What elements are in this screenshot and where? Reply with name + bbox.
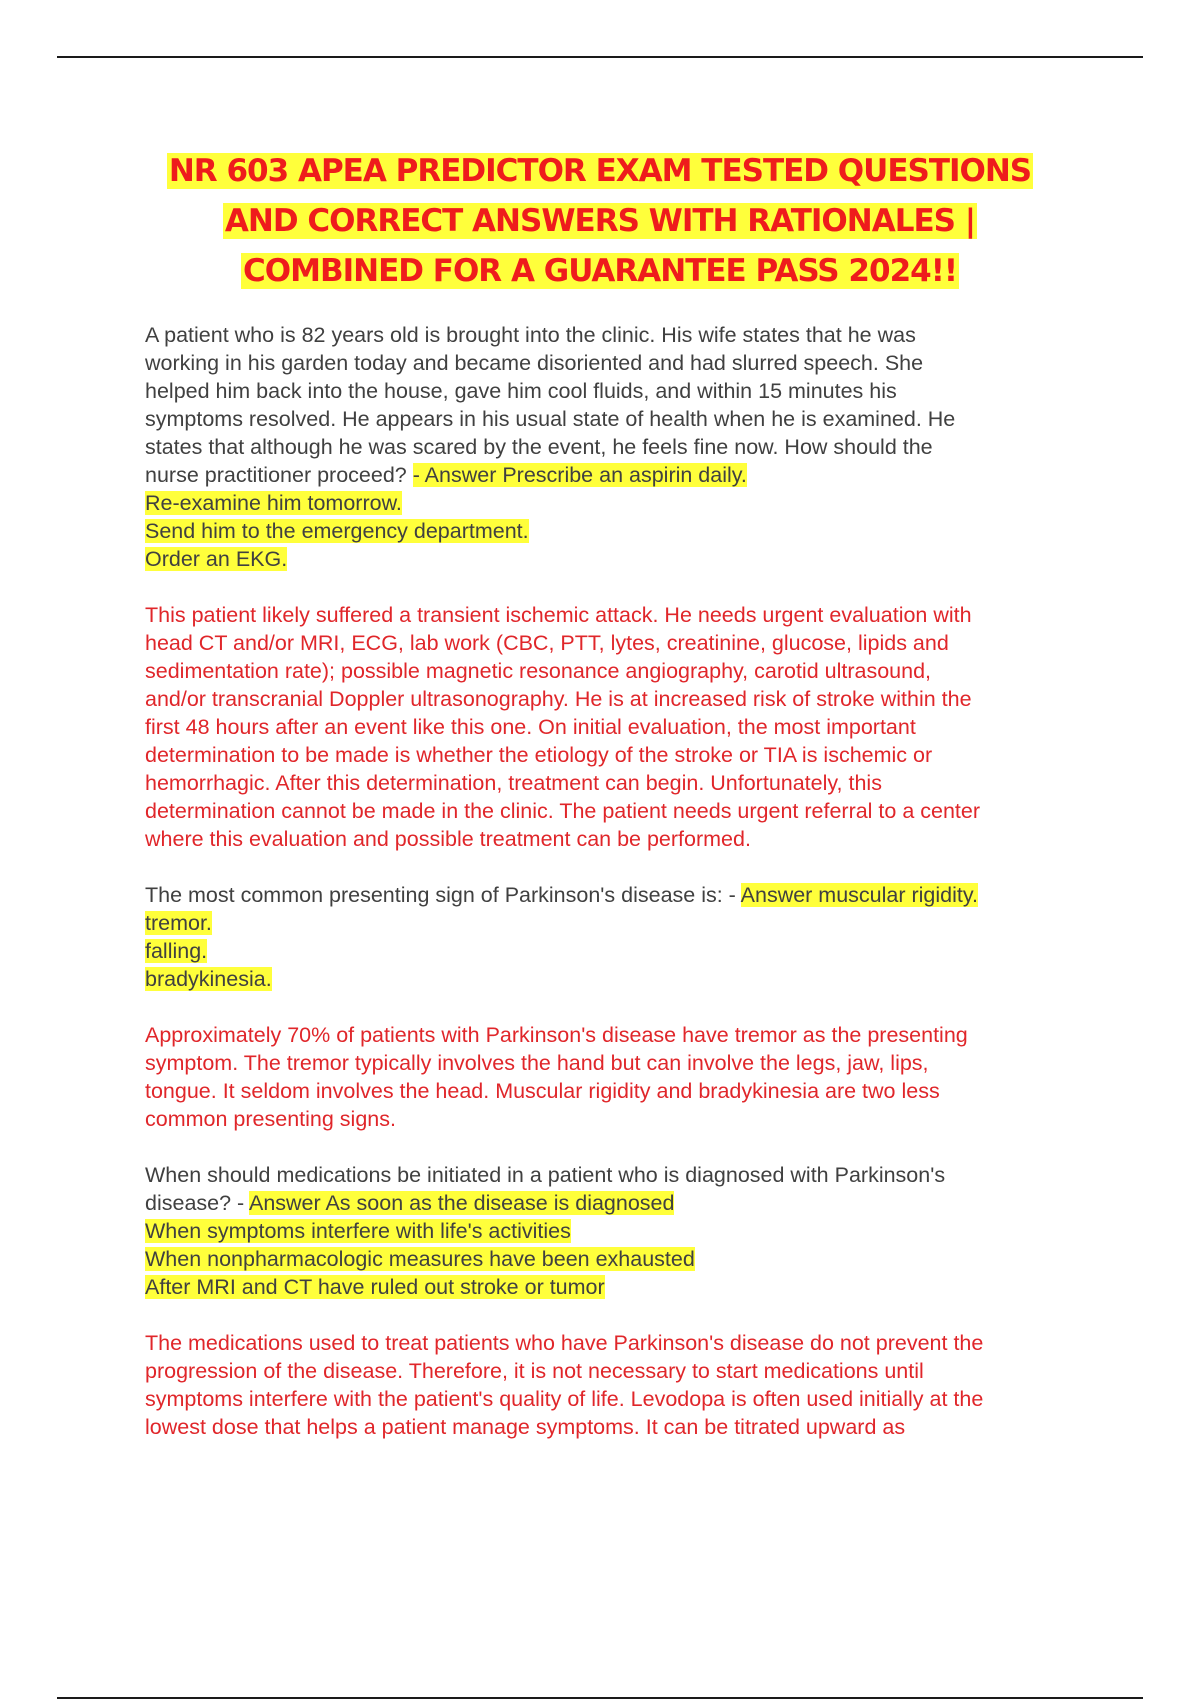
question-text: The most common presenting sign of Parkinson's disease is: -: [145, 883, 741, 907]
answer-option: When nonpharmacologic measures have been exhausted: [145, 1247, 695, 1271]
question-text: When should medications be initiated in a patient who is diagnosed with Parkinson's: [145, 1163, 946, 1187]
rationale-text: determination cannot be made in the clinic. The patient needs urgent referral to a center: [145, 799, 981, 823]
question-last-line: [145, 881, 1105, 909]
title-line-3: COMBINED FOR A GUARANTEE PASS 2024!!: [243, 253, 957, 289]
answer-option: Order an EKG.: [145, 547, 288, 571]
rationale-text: where this evaluation and possible treatment can be performed.: [145, 827, 751, 851]
rationale-text: Approximately 70% of patients with Parkinson's disease have tremor as the presenting: [145, 1023, 968, 1047]
rationale-text: head CT and/or MRI, ECG, lab work (CBC, PTT, lytes, creatinine, glucose, lipids and: [145, 631, 949, 655]
question-block: [145, 1161, 1105, 1301]
answer-option: tremor.: [145, 911, 212, 935]
document-body: [145, 321, 1105, 1469]
rationale-text: common presenting signs.: [145, 1107, 396, 1131]
rationale-text: sedimentation rate); possible magnetic resonance angiography, carotid ultrasound,: [145, 659, 932, 683]
question-last-line: [145, 1189, 1105, 1217]
question-block: [145, 321, 1105, 573]
rationale-text: first 48 hours after an event like this one. On initial evaluation, the most important: [145, 715, 916, 739]
answer-option: After MRI and CT have ruled out stroke or tumor: [145, 1275, 605, 1299]
question-text: symptoms resolved. He appears in his usual state of health when he is examined. He: [145, 407, 956, 431]
rationale-text: symptom. The tremor typically involves the hand but can involve the legs, jaw, lips,: [145, 1051, 929, 1075]
answer-text: Answer muscular rigidity.: [740, 883, 979, 907]
rationale-text: and/or transcranial Doppler ultrasonography. He is at increased risk of stroke within the: [145, 687, 972, 711]
bottom-rule: [57, 1697, 1143, 1699]
answer-option: bradykinesia.: [145, 967, 272, 991]
rationale-text: This patient likely suffered a transient ischemic attack. He needs urgent evaluation with: [145, 603, 972, 627]
document-title: [100, 146, 1100, 296]
question-block: [145, 881, 1105, 993]
rationale-text: lowest dose that helps a patient manage symptoms. It can be titrated upward as: [145, 1415, 906, 1439]
rationale-text: determination to be made is whether the etiology of the stroke or TIA is ischemic or: [145, 743, 933, 767]
rationale-block: [145, 1021, 1105, 1133]
answer-option: Re-examine him tomorrow.: [145, 491, 402, 515]
title-line-2: AND CORRECT ANSWERS WITH RATIONALES |: [224, 203, 976, 239]
question-text: nurse practitioner proceed?: [145, 463, 413, 487]
answer-option: Send him to the emergency department.: [145, 519, 529, 543]
answer-text: - Answer Prescribe an aspirin daily.: [412, 463, 747, 487]
question-text: helped him back into the house, gave him cool fluids, and within 15 minutes his: [145, 379, 897, 403]
question-last-line: [145, 461, 1105, 489]
question-text: states that although he was scared by the event, he feels fine now. How should the: [145, 435, 933, 459]
answer-text: Answer As soon as the disease is diagnosed: [248, 1191, 675, 1215]
rationale-block: [145, 1329, 1105, 1441]
rationale-block: [145, 601, 1105, 853]
rationale-text: symptoms interfere with the patient's quality of life. Levodopa is often used initially at the: [145, 1387, 984, 1411]
question-text: A patient who is 82 years old is brought into the clinic. His wife states that he was: [145, 323, 916, 347]
top-rule: [57, 56, 1143, 58]
rationale-text: tongue. It seldom involves the head. Muscular rigidity and bradykinesia are two less: [145, 1079, 940, 1103]
rationale-text: hemorrhagic. After this determination, treatment can begin. Unfortunately, this: [145, 771, 882, 795]
answer-option: falling.: [145, 939, 208, 963]
question-text: working in his garden today and became disoriented and had slurred speech. She: [145, 351, 924, 375]
answer-option: When symptoms interfere with life's activities: [145, 1219, 571, 1243]
title-line-1: NR 603 APEA PREDICTOR EXAM TESTED QUESTIONS: [168, 153, 1032, 189]
rationale-text: The medications used to treat patients who have Parkinson's disease do not prevent the: [145, 1331, 984, 1355]
question-text: disease? -: [145, 1191, 249, 1215]
rationale-text: progression of the disease. Therefore, it is not necessary to start medications until: [145, 1359, 924, 1383]
